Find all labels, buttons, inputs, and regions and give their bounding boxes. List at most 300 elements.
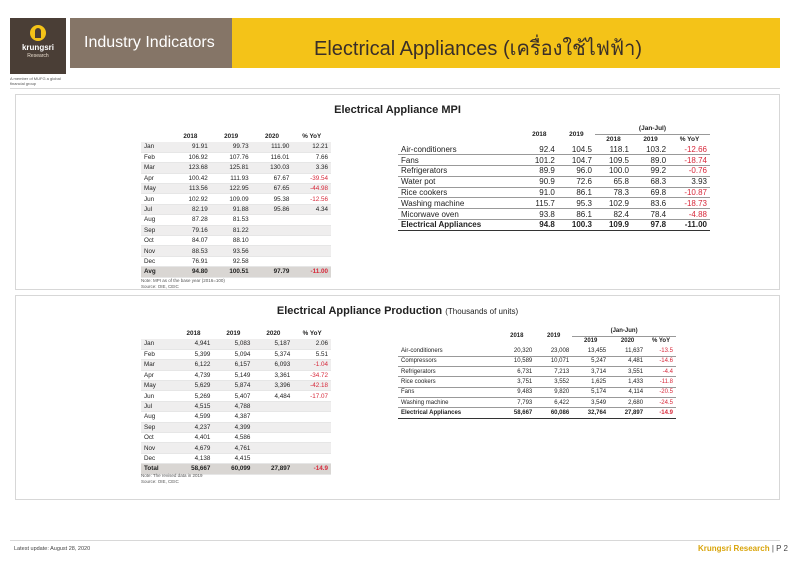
table-cell: 4,138 [174,453,214,463]
table-cell: 91.91 [170,142,211,152]
table-row [141,360,331,370]
header-divider [10,88,780,89]
table-cell: 3,361 [253,370,293,380]
table-cell [292,236,331,246]
row-label: Fans [398,155,521,166]
table-cell: 6,731 [498,367,535,377]
row-label: Mar [141,360,174,370]
mpi-source-text: Source: OIE, CEIC [141,284,179,289]
table-cell: 95.38 [252,194,293,204]
table-cell: 4,679 [174,443,214,453]
table-cell: 2.06 [293,339,331,349]
table-cell: 3.93 [669,176,710,187]
total-cell: 100.3 [558,220,595,231]
table-cell: 5,083 [213,339,253,349]
table-cell: 111.90 [252,142,293,152]
table-cell: 6,093 [253,360,293,370]
row-label: Sep [141,422,174,432]
table-cell: 84.07 [170,236,211,246]
table-cell [293,443,331,453]
table-cell: 5,269 [174,391,214,401]
total-row [398,408,676,418]
table-cell: 4,481 [609,356,646,366]
table-cell: 68.3 [632,176,669,187]
column-header: 2018 [183,132,198,140]
table-cell: 1,433 [609,377,646,387]
table-cell: 82.4 [595,209,632,220]
table-cell [252,256,293,266]
table-cell: 78.3 [595,187,632,198]
column-header: 2019 [224,132,239,140]
table-row [141,422,331,432]
table-cell: 3,549 [572,397,609,407]
table-cell: 5,187 [253,339,293,349]
row-label: Apr [141,173,170,183]
table-cell: 91.0 [521,187,558,198]
column-header: 2018 [186,329,201,337]
column-header: 2020 [620,338,635,345]
table-row [398,166,710,177]
column-header [141,327,174,339]
table-cell: 104.5 [558,144,595,155]
row-label: Apr [141,370,174,380]
table-cell: 87.28 [170,215,211,225]
table-row [398,144,710,155]
total-cell: 60,086 [535,408,572,418]
table-cell: -10.87 [669,187,710,198]
table-row [398,155,710,166]
row-label: Nov [141,443,174,453]
table-row [141,215,331,225]
table-cell: 4,599 [174,412,214,422]
table-cell: -14.6 [646,356,676,366]
mpi-monthly-table [141,130,331,278]
total-cell: 100.51 [211,267,252,277]
table-cell: 83.6 [632,198,669,209]
table-row [398,198,710,209]
total-cell: 32,764 [572,408,609,418]
production-title-text: Electrical Appliance Production [276,305,443,317]
total-cell: -11.00 [669,220,710,231]
row-label: Air-conditioners [398,346,498,356]
table-cell [293,401,331,411]
total-cell: 97.8 [632,220,669,231]
table-row [141,453,331,463]
column-header: 2019 [643,135,658,143]
table-cell [253,443,293,453]
table-cell: 100.42 [170,173,211,183]
table-cell: 5,094 [213,349,253,359]
table-cell: 11,637 [609,346,646,356]
column-header: 2020 [266,329,281,337]
table-cell: -42.18 [293,381,331,391]
table-row [398,209,710,220]
table-cell [292,256,331,266]
row-label: Refrigerators [398,166,521,177]
table-cell [292,225,331,235]
table-cell: -0.76 [669,166,710,177]
footer-brand-name: Krungsri Research [698,544,770,553]
table-cell: 4,761 [213,443,253,453]
table-cell: 20,320 [498,346,535,356]
table-cell: 7,213 [535,367,572,377]
table-cell: 5,149 [213,370,253,380]
table-cell [253,412,293,422]
table-row [141,433,331,443]
table-cell: 103.2 [632,144,669,155]
table-cell: 81.53 [211,215,252,225]
total-cell: 58,667 [174,464,214,474]
table-cell: 65.8 [595,176,632,187]
row-label: Aug [141,412,174,422]
table-row [141,349,331,359]
row-label: Rice cookers [398,187,521,198]
total-label: Electrical Appliances [398,220,521,231]
table-cell: -4.88 [669,209,710,220]
table-cell: 82.19 [170,204,211,214]
row-label: Dec [141,256,170,266]
table-row [398,187,710,198]
column-header: 2019 [547,333,561,339]
table-cell: 5,374 [253,349,293,359]
row-label: Oct [141,433,174,443]
table-cell: 91.88 [211,204,252,214]
table-cell: 3,396 [253,381,293,391]
table-cell: 96.0 [558,166,595,177]
table-cell: 102.9 [595,198,632,209]
table-cell: 4,401 [174,433,214,443]
table-cell [253,401,293,411]
table-row [141,370,331,380]
table-cell: 92.4 [521,144,558,155]
table-row [398,377,676,387]
table-row [141,256,331,266]
table-cell: 79.16 [170,225,211,235]
table-cell: 5,629 [174,381,214,391]
production-note-text: Note: The revised data in 2019 [141,473,203,478]
table-cell [252,225,293,235]
row-label: Jul [141,401,174,411]
table-cell: 78.4 [632,209,669,220]
table-row [141,142,331,152]
production-panel [15,295,780,500]
table-row [141,246,331,256]
table-cell [253,453,293,463]
row-label: Washing machine [398,397,498,407]
logo-tagline: A member of MUFG a global financial group [10,76,61,86]
table-row [141,184,331,194]
table-cell [293,422,331,432]
total-cell: -14.9 [293,464,331,474]
row-label: Jul [141,204,170,214]
table-cell: 100.0 [595,166,632,177]
table-cell: -18.73 [669,198,710,209]
total-cell: 60,099 [213,464,253,474]
column-header: % YoY [679,135,700,143]
table-cell [292,246,331,256]
table-cell: 115.7 [521,198,558,209]
table-row [141,173,331,183]
mpi-note [141,278,225,290]
row-label: Oct [141,236,170,246]
table-cell: -13.5 [646,346,676,356]
table-cell: 130.03 [252,163,293,173]
table-cell: 95.86 [252,204,293,214]
row-label: Jan [141,142,170,152]
table-cell: 3,714 [572,367,609,377]
table-cell: -12.56 [292,194,331,204]
total-row [141,267,331,277]
production-note [141,473,202,485]
table-cell: 7,793 [498,397,535,407]
table-cell: 10,071 [535,356,572,366]
page-number: | P 2 [771,544,788,553]
column-header: % YoY [651,338,671,345]
production-products-table [398,326,676,419]
total-cell: 27,897 [253,464,293,474]
table-cell: 88.53 [170,246,211,256]
table-cell: 81.22 [211,225,252,235]
table-row [141,194,331,204]
table-cell: 89.9 [521,166,558,177]
period-header: (Jan-Jul) [595,124,710,134]
table-cell: 106.92 [170,152,211,162]
table-cell [253,433,293,443]
column-header: 2019 [583,338,598,345]
table-cell [252,215,293,225]
table-cell: 89.0 [632,155,669,166]
section-banner [70,18,232,68]
row-label: Rice cookers [398,377,498,387]
table-cell: 113.56 [170,184,211,194]
table-cell: 99.2 [632,166,669,177]
table-cell: 4,484 [253,391,293,401]
title-banner [232,18,780,68]
column-header [398,326,498,346]
table-row [141,152,331,162]
row-label: Micorwave oven [398,209,521,220]
column-header: 2020 [265,132,280,140]
table-cell: 123.68 [170,163,211,173]
table-row [141,225,331,235]
row-label: Nov [141,246,170,256]
table-row [398,387,676,397]
mpi-panel [15,94,780,290]
row-label: May [141,381,174,391]
column-header: 2019 [226,329,241,337]
krungsri-logo-icon [30,25,46,41]
column-header: 2018 [532,130,547,138]
table-cell: 93.56 [211,246,252,256]
production-unit: (Thousands of units) [445,307,519,316]
table-cell: 125.81 [211,163,252,173]
column-header [398,124,521,144]
table-cell: 10,589 [498,356,535,366]
table-cell: 4,387 [213,412,253,422]
table-cell: -1.04 [293,360,331,370]
table-cell: 3.36 [292,163,331,173]
total-cell: 97.79 [252,267,293,277]
row-label: Fans [398,387,498,397]
table-cell: 5,247 [572,356,609,366]
table-cell: -18.74 [669,155,710,166]
table-cell: -24.5 [646,397,676,407]
total-label: Total [141,464,174,474]
total-cell: 109.9 [595,220,632,231]
table-row [141,339,331,349]
table-cell [253,422,293,432]
mpi-products-table [398,124,710,231]
table-row [398,367,676,377]
table-cell: 67.65 [252,184,293,194]
table-cell [292,215,331,225]
footer-brand [698,544,788,553]
table-cell: -39.54 [292,173,331,183]
table-row [141,401,331,411]
total-cell: 94.80 [170,267,211,277]
logo-sub: Research [27,53,49,59]
table-cell: 72.6 [558,176,595,187]
production-title [16,305,779,317]
row-label: Jan [141,339,174,349]
table-cell: 86.1 [558,187,595,198]
table-cell: 109.5 [595,155,632,166]
section-title: Industry Indicators [84,34,215,51]
table-cell: 23,008 [535,346,572,356]
mpi-note-text: Note: MPI as of the base year (2016=100) [141,278,225,283]
table-cell: 5,174 [572,387,609,397]
row-label: Refrigerators [398,367,498,377]
table-cell: 4,941 [174,339,214,349]
table-cell: 107.76 [211,152,252,162]
column-header: % YoY [302,329,322,337]
table-cell [293,433,331,443]
table-cell: 4,114 [609,387,646,397]
table-cell: 5.51 [293,349,331,359]
total-cell: 27,897 [609,408,646,418]
row-label: Aug [141,215,170,225]
table-cell: 88.10 [211,236,252,246]
total-cell: -14.9 [646,408,676,418]
table-cell: 102.92 [170,194,211,204]
table-cell: 1,625 [572,377,609,387]
table-cell: 122.95 [211,184,252,194]
table-cell: 6,157 [213,360,253,370]
table-cell: 4,399 [213,422,253,432]
table-cell: 4,788 [213,401,253,411]
table-cell: -12.66 [669,144,710,155]
table-cell: 2,680 [609,397,646,407]
table-row [141,412,331,422]
table-cell: 93.8 [521,209,558,220]
table-row [398,346,676,356]
total-cell: 58,667 [498,408,535,418]
footer-divider [10,540,780,541]
mpi-title: Electrical Appliance MPI [334,104,461,116]
table-cell: 69.8 [632,187,669,198]
table-cell: 5,399 [174,349,214,359]
table-cell: 90.9 [521,176,558,187]
table-row [141,236,331,246]
table-cell: 7.66 [292,152,331,162]
table-cell [293,453,331,463]
table-cell: 99.73 [211,142,252,152]
total-label: Avg [141,267,170,277]
table-cell: -44.98 [292,184,331,194]
column-header: 2018 [510,333,524,339]
table-cell: 104.7 [558,155,595,166]
row-label: Water pot [398,176,521,187]
row-label: Jun [141,391,174,401]
table-cell: 118.1 [595,144,632,155]
table-cell [252,246,293,256]
table-cell: -20.5 [646,387,676,397]
table-cell: 76.91 [170,256,211,266]
table-cell: 111.93 [211,173,252,183]
production-monthly-table [141,327,331,475]
krungsri-logo [10,18,66,74]
logo-brand: krungsri [21,43,54,52]
table-cell: 9,820 [535,387,572,397]
column-header: % YoY [302,132,322,140]
table-cell: 4.34 [292,204,331,214]
row-label: Feb [141,152,170,162]
row-label: Air-conditioners [398,144,521,155]
table-cell: -34.72 [293,370,331,380]
table-cell: 4,515 [174,401,214,411]
period-header: (Jan-Jun) [572,326,676,336]
table-row [141,391,331,401]
row-label: Washing machine [398,198,521,209]
column-header: 2019 [569,130,584,138]
table-cell: 6,422 [535,397,572,407]
table-cell: 4,586 [213,433,253,443]
table-cell: 6,122 [174,360,214,370]
table-cell: -4.4 [646,367,676,377]
table-row [141,381,331,391]
table-cell: -11.8 [646,377,676,387]
table-cell: 4,739 [174,370,214,380]
table-cell: 95.3 [558,198,595,209]
column-header: 2018 [606,135,621,143]
row-label: Feb [141,349,174,359]
table-row [398,176,710,187]
last-update: Latest update: August 28, 2020 [14,546,91,552]
table-cell: 5,874 [213,381,253,391]
total-cell: -11.00 [292,267,331,277]
row-label: Jun [141,194,170,204]
table-row [398,397,676,407]
table-cell: 12.21 [292,142,331,152]
table-cell [252,236,293,246]
page-title: Electrical Appliances (เครื่องใช้ไฟฟ้า) [314,38,642,60]
table-row [141,443,331,453]
table-cell: 3,552 [535,377,572,387]
row-label: Compressors [398,356,498,366]
table-cell: 101.2 [521,155,558,166]
row-label: Sep [141,225,170,235]
table-cell: 9,483 [498,387,535,397]
table-cell: 92.58 [211,256,252,266]
table-row [141,204,331,214]
table-cell: 5,407 [213,391,253,401]
table-cell [293,412,331,422]
table-cell: 86.1 [558,209,595,220]
table-cell: -17.07 [293,391,331,401]
row-label: Dec [141,453,174,463]
total-cell: 94.8 [521,220,558,231]
table-row [141,163,331,173]
